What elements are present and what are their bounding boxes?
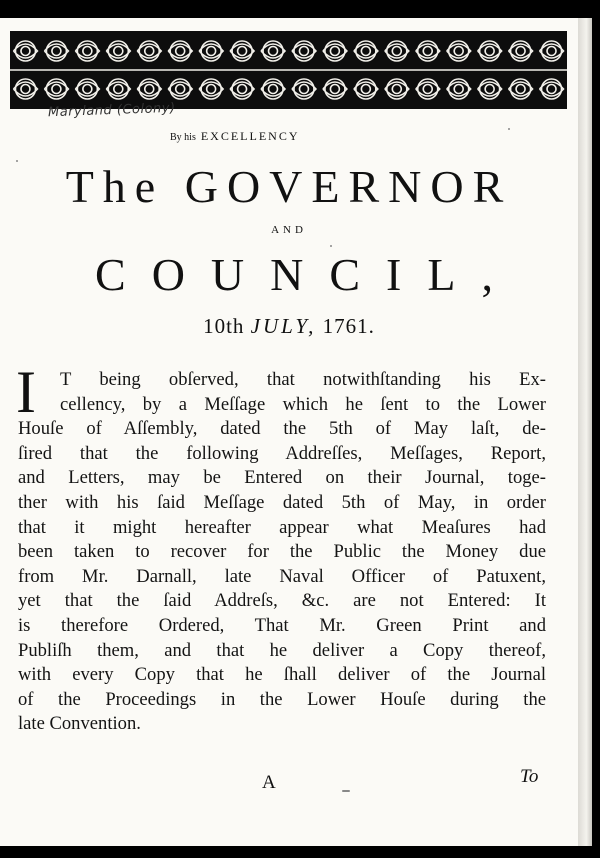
ornament-rosette-center: [330, 85, 339, 94]
text-line: and Letters, may be Entered on their Journal, toge-: [18, 467, 546, 489]
ornament-rosette-center: [299, 47, 308, 56]
ornament-rosette-center: [269, 85, 278, 94]
ornament-rosette-center: [392, 85, 401, 94]
ornament-rosette-center: [454, 47, 463, 56]
text-line: ther with his ſaid Meſſage dated 5th of May, in order: [18, 491, 546, 513]
ornament-rosette-center: [145, 85, 154, 94]
ornament-rosette-center: [21, 85, 30, 94]
ornament-rosette-center: [21, 47, 30, 56]
byline-prefix: By his: [170, 132, 196, 143]
dateline: [0, 314, 578, 339]
ornament-rosette-center: [176, 47, 185, 56]
text-line: Publiſh them, and that he deliver a Copy thereof,: [18, 639, 546, 661]
ornament-rosette-center: [83, 85, 92, 94]
date-day: 10th: [203, 314, 245, 338]
date-year: 1761.: [322, 314, 375, 338]
signature-mark: A: [262, 772, 276, 793]
ornament-rosette-center: [361, 85, 370, 94]
text-line: from Mr. Darnall, late Naval Officer of Patuxent,: [18, 565, 546, 587]
ornament-rosette-center: [330, 47, 339, 56]
text-line: is therefore Ordered, That Mr. Green Print and: [18, 614, 546, 636]
ornament-rosette-center: [114, 85, 123, 94]
text-line: ſired that the following Addreſſes, Meſſages, Report,: [18, 442, 546, 464]
ornament-rosette-center: [269, 47, 278, 56]
ornament-rosette-center: [52, 85, 61, 94]
ornament-rosette-center: [238, 47, 247, 56]
ink-speck: [342, 790, 350, 792]
ornament-rosette-center: [423, 85, 432, 94]
handwritten-annotation: Maryland (Colony): [47, 100, 176, 121]
ornament-rosette-center: [207, 47, 216, 56]
text-line: late Convention.: [18, 713, 141, 735]
byline: [170, 129, 390, 144]
text-line: of the Proceedings in the Lower Houſe during the: [18, 688, 546, 710]
ornament-rosette-center: [145, 47, 154, 56]
text-line: T being obſerved, that notwithſtanding his Ex-: [60, 369, 546, 390]
catchword: To: [520, 766, 539, 787]
ornament-rosette-center: [547, 85, 556, 94]
ornament-rosette-center: [361, 47, 370, 56]
heading-conjunction: AND: [271, 224, 307, 236]
ornament-rosette-center: [516, 85, 525, 94]
ornament-rosette-center: [516, 47, 525, 56]
text-line: cellency, by a Meſſage which he ſent to the Lower: [60, 393, 546, 415]
text-line: yet that the ſaid Addreſs, &c. are not Entered: It: [18, 590, 546, 612]
ornament-rosette-center: [83, 47, 92, 56]
page-edge: [578, 18, 592, 846]
text-line: Houſe of Aſſembly, dated the 5th of May laſt, de-: [18, 418, 546, 440]
text-line: with every Copy that he ſhall deliver of the Journal: [18, 664, 546, 686]
text-line: been taken to recover for the Public the Money due: [18, 541, 546, 563]
ink-speck: [508, 128, 510, 130]
ornament-rosette-center: [547, 47, 556, 56]
text-line: that it might hereafter appear what Meaſures had: [18, 516, 546, 538]
ornament-rosette-center: [238, 85, 247, 94]
ornament-rosette-center: [454, 85, 463, 94]
ornament-rosette-center: [299, 85, 308, 94]
ornament-rosette-center: [114, 47, 123, 56]
proclamation-text: [16, 359, 546, 737]
ornament-rosette-center: [52, 47, 61, 56]
byline-title: EXCELLENCY: [200, 129, 300, 143]
ornament-rosette-center: [392, 47, 401, 56]
ornamental-header-band: [10, 31, 567, 109]
ornament-rosette-center: [485, 85, 494, 94]
ornament-rosette-center: [207, 85, 216, 94]
ornament-rosette-center: [423, 47, 432, 56]
heading-council: COUNCIL,: [95, 249, 519, 300]
heading-governor: The GOVERNOR: [65, 161, 513, 212]
ornament-rosette-center: [176, 85, 185, 94]
date-month: JULY,: [250, 314, 317, 338]
ink-speck: [330, 245, 332, 247]
drop-cap: I: [16, 359, 36, 425]
ornament-rosette-center: [485, 47, 494, 56]
ink-speck: [16, 160, 18, 162]
